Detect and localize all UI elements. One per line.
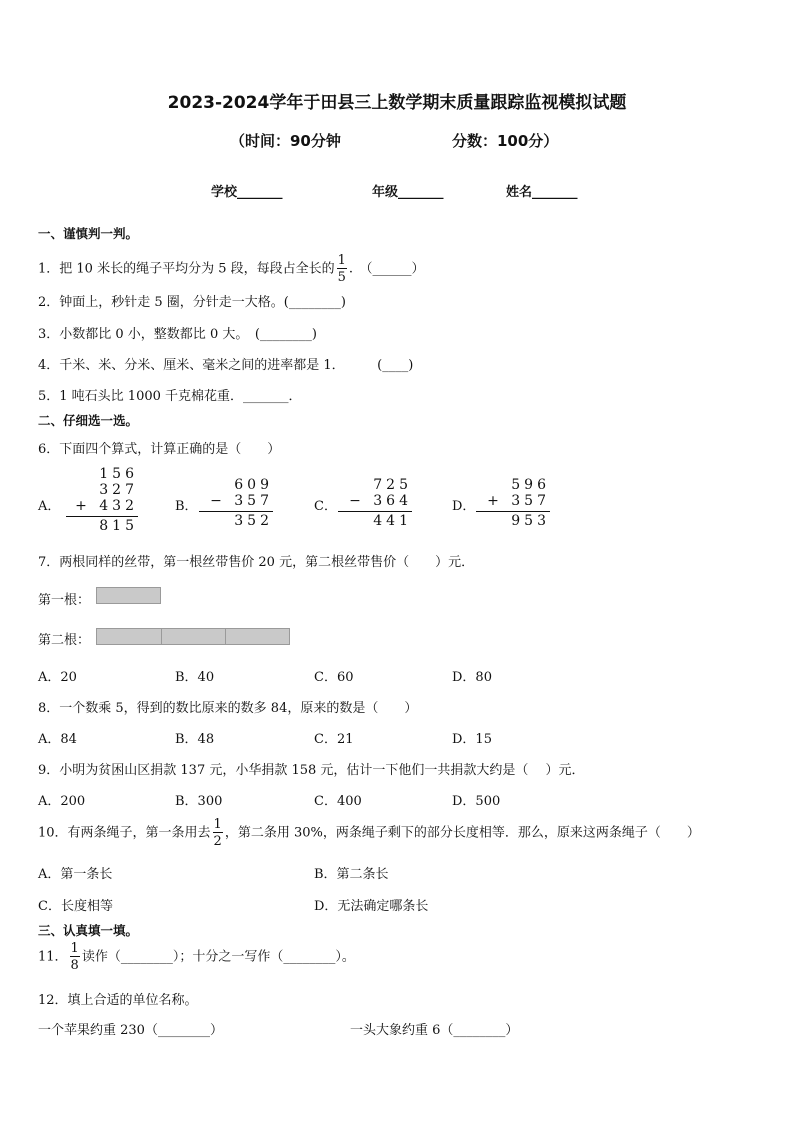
calc-result: 815 <box>99 518 138 534</box>
question-6: 6．下面四个算式，计算正确的是（ ） <box>38 442 281 457</box>
question-11 <box>38 942 355 972</box>
q6-option-d-label: D． <box>452 499 476 514</box>
q8-option-b: B．48 <box>175 732 215 747</box>
section-heading-3: 三、认真填一填。 <box>38 923 139 938</box>
question-11-text: 读作（________）；十分之一写作（________）。 <box>81 949 355 965</box>
ribbon-first-label: 第一根： <box>38 593 91 608</box>
q9-option-d: D．500 <box>452 794 501 809</box>
exam-score: 分数：100分） <box>452 132 559 150</box>
question-7: 7．两根同样的丝带，第一根丝带售价 20 元，第二根丝带售价（ ）元． <box>38 555 475 570</box>
question-3: 3．小数都比 0 小，整数都比 0 大。 (________) <box>38 327 317 342</box>
q6-option-c-label: C． <box>314 499 337 514</box>
q6-option-b-calc <box>195 477 273 532</box>
q9-option-c: C．400 <box>314 794 362 809</box>
calc-row: + 357 <box>487 493 550 509</box>
question-11-number: 11． <box>38 949 68 965</box>
calc-row: − 364 <box>349 493 412 509</box>
question-2: 2．钟面上，秒针走 5 圈，分针走一大格。(________) <box>38 295 346 310</box>
question-10 <box>38 818 700 848</box>
grade-field: 年级_______ <box>372 185 444 200</box>
q9-option-a: A．200 <box>38 794 86 809</box>
ribbon-segment-divider <box>225 629 226 644</box>
q7-option-a: A．20 <box>38 670 77 685</box>
section-heading-1: 一、谨慎判一判。 <box>38 226 139 241</box>
calc-row: 156 <box>99 466 138 482</box>
calc-row: − 357 <box>210 493 273 509</box>
q6-option-a-calc <box>60 466 138 536</box>
calc-line <box>476 511 550 512</box>
q6-option-a-label: A． <box>38 499 61 514</box>
page-title: 2023-2024学年于田县三上数学期末质量跟踪监视模拟试题 <box>167 93 627 113</box>
q7-option-d: D．80 <box>452 670 492 685</box>
ribbon-second-bar <box>96 628 290 645</box>
fraction-one-fifth: $\frac{1}{5}$ <box>337 253 346 285</box>
q10-option-a: A．第一条长 <box>38 867 113 882</box>
calc-row: 327 <box>99 482 138 498</box>
calc-line <box>338 511 412 512</box>
q9-option-b: B．300 <box>175 794 223 809</box>
question-10-tail: ，第二条用 30%，两条绳子剩下的部分长度相等．那么，原来这两条绳子（ ） <box>224 825 700 841</box>
q10-option-d: D．无法确定哪条长 <box>314 899 429 914</box>
q6-option-d-calc <box>472 477 550 532</box>
fraction-one-eighth: $\frac{1}{8}$ <box>70 941 79 973</box>
calc-result: 441 <box>373 513 412 529</box>
question-5: 5．1 吨石头比 1000 千克棉花重．_______． <box>38 389 302 404</box>
q6-option-b-label: B． <box>175 499 198 514</box>
exam-time: （时间：90分钟 <box>230 132 341 150</box>
question-1 <box>38 254 425 284</box>
question-1-text: 1．把 10 米长的绳子平均分为 5 段，每段占全长的 <box>38 261 335 277</box>
section-heading-2: 二、仔细选一选。 <box>38 413 139 428</box>
calc-result: 352 <box>234 513 273 529</box>
calc-line <box>66 516 138 517</box>
question-4: 4．千米、米、分米、厘米、毫米之间的进率都是 1． (____) <box>38 358 414 373</box>
calc-row: + 432 <box>75 498 138 514</box>
q7-option-c: C．60 <box>314 670 354 685</box>
name-field: 姓名_______ <box>506 185 578 200</box>
question-9: 9．小明为贫困山区捐款 137 元，小华捐款 158 元，估计一下他们一共捐款大约是（ ）元． <box>38 763 585 778</box>
question-12-part-b: 一头大象约重 6（________） <box>350 1023 519 1038</box>
q8-option-a: A．84 <box>38 732 77 747</box>
q10-option-c: C．长度相等 <box>38 899 113 914</box>
calc-line <box>199 511 273 512</box>
calc-row: 596 <box>511 477 550 493</box>
ribbon-segment-divider <box>161 629 162 644</box>
question-1-tail: . （______） <box>348 261 425 277</box>
calc-row: 725 <box>373 477 412 493</box>
calc-result: 953 <box>511 513 550 529</box>
q8-option-d: D．15 <box>452 732 492 747</box>
fraction-one-half: $\frac{1}{2}$ <box>213 817 222 849</box>
q10-option-b: B．第二条长 <box>314 867 389 882</box>
question-8: 8．一个数乘 5，得到的数比原来的数多 84，原来的数是（ ） <box>38 701 418 716</box>
q7-option-b: B．40 <box>175 670 215 685</box>
q6-option-c-calc <box>334 477 412 532</box>
question-12-part-a: 一个苹果约重 230（________） <box>38 1023 223 1038</box>
question-12: 12．填上合适的单位名称。 <box>38 993 198 1008</box>
q8-option-c: C．21 <box>314 732 354 747</box>
calc-row: 609 <box>234 477 273 493</box>
ribbon-second-label: 第二根： <box>38 633 91 648</box>
question-10-text: 10．有两条绳子，第一条用去 <box>38 825 211 841</box>
ribbon-first-bar <box>96 587 161 604</box>
school-field: 学校_______ <box>211 185 283 200</box>
